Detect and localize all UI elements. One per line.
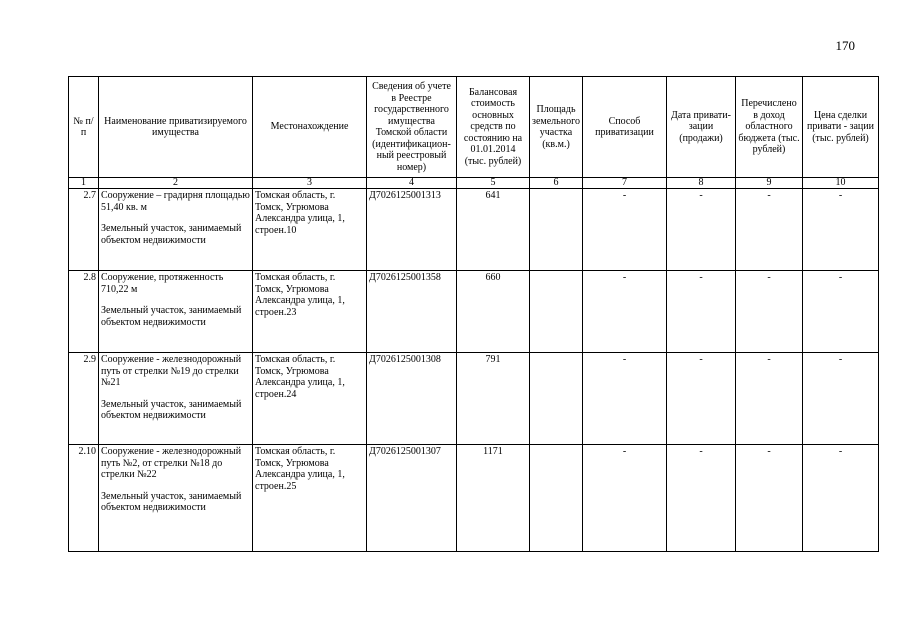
page-number: 170 bbox=[835, 38, 855, 53]
method-cell: - bbox=[583, 189, 667, 271]
header-cell-price: Цена сделки привати - зации (тыс. рублей) bbox=[803, 77, 879, 178]
column-number: 5 bbox=[457, 178, 530, 189]
transferred-cell: - bbox=[736, 271, 803, 353]
property-name-cell bbox=[99, 271, 253, 353]
land-plot-note: Земельный участок, занимаемый объектом недвижимости bbox=[101, 490, 242, 513]
land-area-cell bbox=[530, 445, 583, 552]
row-index: 2.10 bbox=[69, 445, 99, 552]
table-row bbox=[69, 445, 879, 552]
column-number: 9 bbox=[736, 178, 803, 189]
column-number: 6 bbox=[530, 178, 583, 189]
price-cell: - bbox=[803, 189, 879, 271]
land-area-cell bbox=[530, 353, 583, 445]
column-number: 7 bbox=[583, 178, 667, 189]
balance-value-cell: 660 bbox=[457, 271, 530, 353]
column-number: 3 bbox=[253, 178, 367, 189]
land-area-cell bbox=[530, 271, 583, 353]
property-name: Сооружение - железнодорожный путь №2, от стрелки №18 до стрелки №22 bbox=[101, 446, 242, 480]
column-number: 1 bbox=[69, 178, 99, 189]
location-cell: Томская область, г. Томск, Угрюмова Александра улица, 1, строен.10 bbox=[253, 189, 367, 271]
price-cell: - bbox=[803, 445, 879, 552]
location-cell: Томская область, г. Томск, Угрюмова Александра улица, 1, строен.25 bbox=[253, 445, 367, 552]
property-name: Сооружение - железнодорожный путь от стрелки №19 до стрелки №21 bbox=[101, 354, 242, 388]
location-cell: Томская область, г. Томск, Угрюмова Александра улица, 1, строен.24 bbox=[253, 353, 367, 445]
property-name-cell bbox=[99, 445, 253, 552]
row-index: 2.7 bbox=[69, 189, 99, 271]
header-cell-date: Дата привати-зации (продажи) bbox=[667, 77, 736, 178]
transferred-cell: - bbox=[736, 445, 803, 552]
registry-number-cell: Д7026125001358 bbox=[367, 271, 457, 353]
row-index: 2.9 bbox=[69, 353, 99, 445]
header-cell-index: № п/п bbox=[69, 77, 99, 178]
date-cell: - bbox=[667, 353, 736, 445]
header-cell-registry: Сведения об учете в Реестре государственного имущества Томской области (идентификацион-ный реестровый номер) bbox=[367, 77, 457, 178]
date-cell: - bbox=[667, 271, 736, 353]
property-name: Сооружение, протяженность 710,22 м bbox=[101, 272, 224, 295]
date-cell: - bbox=[667, 445, 736, 552]
property-name-cell bbox=[99, 353, 253, 445]
row-index: 2.8 bbox=[69, 271, 99, 353]
header-cell-name: Наименование приватизируемого имущества bbox=[99, 77, 253, 178]
column-number: 10 bbox=[803, 178, 879, 189]
table-row bbox=[69, 271, 879, 353]
land-plot-note: Земельный участок, занимаемый объектом недвижимости bbox=[101, 223, 242, 246]
column-number-row bbox=[69, 178, 879, 189]
transferred-cell: - bbox=[736, 189, 803, 271]
land-area-cell bbox=[530, 189, 583, 271]
method-cell: - bbox=[583, 271, 667, 353]
column-number: 8 bbox=[667, 178, 736, 189]
header-cell-method: Способ приватизации bbox=[583, 77, 667, 178]
balance-value-cell: 791 bbox=[457, 353, 530, 445]
privatization-table bbox=[68, 76, 879, 552]
registry-number-cell: Д7026125001308 bbox=[367, 353, 457, 445]
table-row bbox=[69, 189, 879, 271]
location-cell: Томская область, г. Томск, Угрюмова Александра улица, 1, строен.23 bbox=[253, 271, 367, 353]
method-cell: - bbox=[583, 353, 667, 445]
header-cell-transferred: Перечислено в доход областного бюджета (тыс. рублей) bbox=[736, 77, 803, 178]
header-row bbox=[69, 77, 879, 178]
price-cell: - bbox=[803, 353, 879, 445]
date-cell: - bbox=[667, 189, 736, 271]
registry-number-cell: Д7026125001313 bbox=[367, 189, 457, 271]
balance-value-cell: 1171 bbox=[457, 445, 530, 552]
table-row bbox=[69, 353, 879, 445]
land-plot-note: Земельный участок, занимаемый объектом недвижимости bbox=[101, 398, 242, 421]
header-cell-area: Площадь земельного участка (кв.м.) bbox=[530, 77, 583, 178]
property-name: Сооружение – градирня площадью 51,40 кв. м bbox=[101, 190, 250, 213]
method-cell: - bbox=[583, 445, 667, 552]
header-cell-balance: Балансовая стоимость основных средств по состоянию на 01.01.2014 (тыс. рублей) bbox=[457, 77, 530, 178]
price-cell: - bbox=[803, 271, 879, 353]
property-name-cell bbox=[99, 189, 253, 271]
column-number: 2 bbox=[99, 178, 253, 189]
header-cell-location: Местонахождение bbox=[253, 77, 367, 178]
column-number: 4 bbox=[367, 178, 457, 189]
transferred-cell: - bbox=[736, 353, 803, 445]
registry-number-cell: Д7026125001307 bbox=[367, 445, 457, 552]
balance-value-cell: 641 bbox=[457, 189, 530, 271]
land-plot-note: Земельный участок, занимаемый объектом недвижимости bbox=[101, 305, 242, 328]
